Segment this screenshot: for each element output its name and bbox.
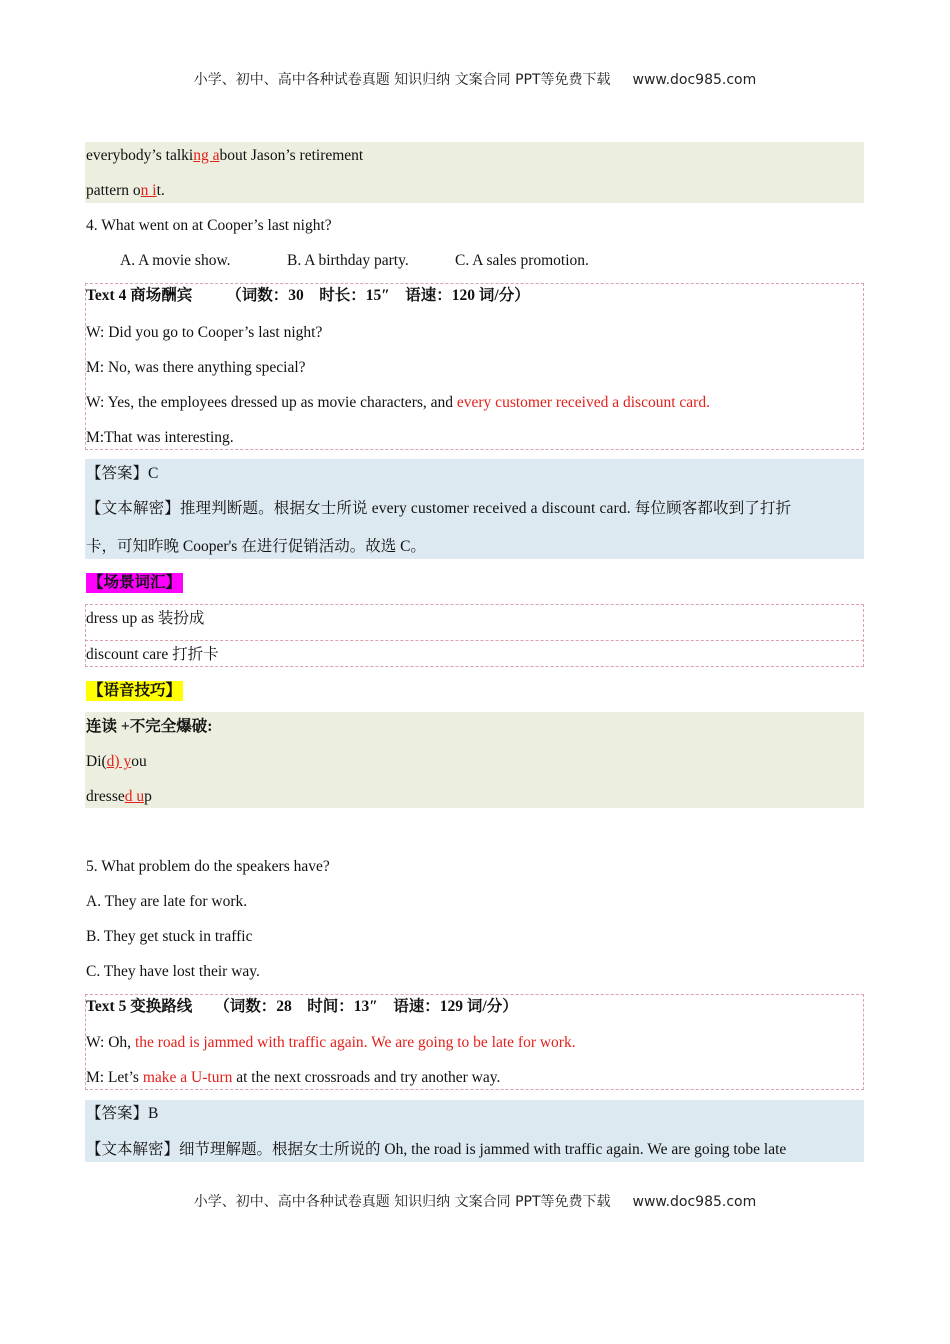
phonetics-title: 连读 +不完全爆破: (86, 718, 213, 735)
footer-url: www.doc985.com (632, 1194, 757, 1210)
answer5-explanation: 【文本解密】细节理解题。根据女士所说的 Oh, the road is jammed with traffic again. We are going tobe late (86, 1141, 787, 1158)
text4-line-2: M: No, was there anything special? (86, 359, 306, 376)
text5-line-2: M: Let’s make a U-turn at the next crossroads and try another way. (86, 1069, 501, 1086)
text4-line-3: W: Yes, the employees dressed up as movie characters, and every customer received a discount card. (86, 394, 710, 411)
q4-option-a: A. A movie show. (120, 252, 231, 269)
text4-title: Text 4 商场酬宾 （词数：30 时长：15″ 语速：120 词/分） (86, 287, 530, 304)
vocab-tag: 【场景词汇】 (88, 574, 182, 591)
page-footer (0, 1191, 950, 1211)
text4-line-1: W: Did you go to Cooper’s last night? (86, 324, 323, 341)
question-4: 4. What went on at Cooper’s last night? (86, 217, 332, 234)
vocab-item-1: dress up as 装扮成 (86, 610, 205, 627)
text4-line-4: M:That was interesting. (86, 429, 234, 446)
q5-option-b: B. They get stuck in traffic (86, 928, 253, 945)
vocab-item-2: discount care 打折卡 (86, 646, 219, 663)
page-header (0, 69, 950, 89)
answer4-explanation-2: 卡，可知昨晚 Cooper's 在进行促销活动。故选 C。 (86, 538, 426, 555)
footer-text: 小学、初中、高中各种试卷真题 知识归纳 文案合同 PPT等免费下载 (193, 1194, 611, 1210)
answer4: 【答案】C (86, 465, 159, 482)
text5-title: Text 5 变换路线 （词数：28 时间：13″ 语速：129 词/分） (86, 998, 518, 1015)
vocab-divider (85, 640, 864, 641)
header-url: www.doc985.com (632, 72, 757, 88)
phonetics-line-1: Di(d) you (86, 753, 147, 770)
prev-line-2: pattern on it. (86, 182, 165, 199)
q5-option-c: C. They have lost their way. (86, 963, 260, 980)
answer5: 【答案】B (86, 1105, 159, 1122)
question-5: 5. What problem do the speakers have? (86, 858, 330, 875)
phonetics-line-2: dressed up (86, 788, 152, 805)
q4-option-c: C. A sales promotion. (455, 252, 589, 269)
header-text: 小学、初中、高中各种试卷真题 知识归纳 文案合同 PPT等免费下载 (193, 72, 611, 88)
q5-option-a: A. They are late for work. (86, 893, 248, 910)
prev-line-1: everybody’s talking about Jason’s retirement (86, 147, 364, 164)
text5-line-1: W: Oh, the road is jammed with traffic again. We are going to be late for work. (86, 1034, 576, 1051)
answer4-explanation-1: 【文本解密】推理判断题。根据女士所说 every customer received a discount card. 每位顾客都收到了打折 (86, 500, 792, 517)
q4-option-b: B. A birthday party. (287, 252, 409, 269)
phonetics-tag: 【语音技巧】 (88, 682, 182, 699)
